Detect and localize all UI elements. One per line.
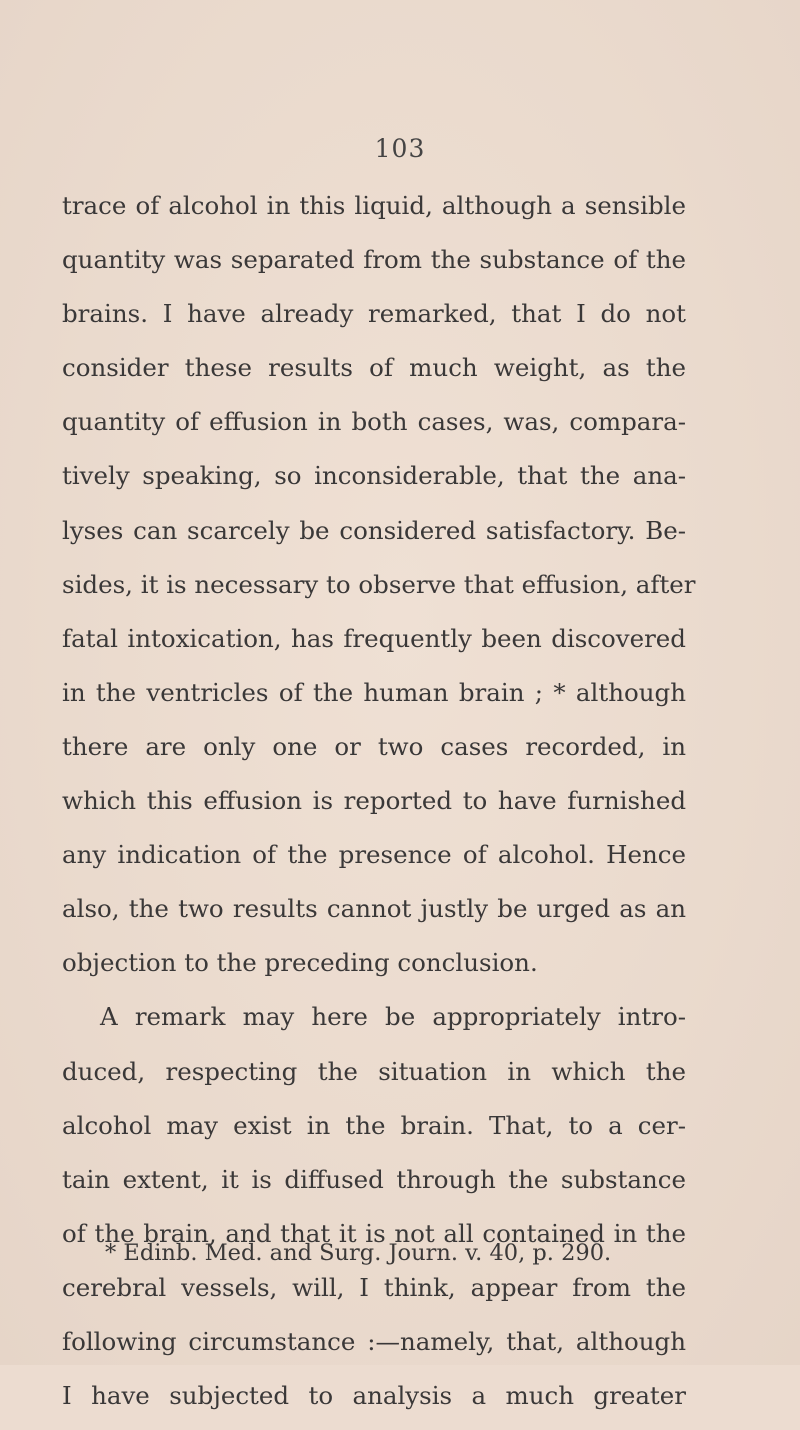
text-line: lyses can scarcely be considered satisfactory. Be-	[62, 515, 686, 545]
text-line: quantity was separated from the substance of the	[62, 245, 686, 275]
text-line: which this effusion is reported to have furnished	[62, 786, 686, 816]
text-line: objection to the preceding conclusion.	[62, 948, 538, 978]
text-line: I have subjected to analysis a much greater	[62, 1381, 686, 1411]
text-line: consider these results of much weight, as the	[62, 353, 686, 383]
text-line: following circumstance :—namely, that, although	[62, 1326, 686, 1356]
page-number: 103	[374, 134, 426, 163]
text-line: alcohol may exist in the brain. That, to a cer-	[62, 1110, 686, 1140]
text-line: there are only one or two cases recorded, in	[62, 731, 686, 761]
text-line: brains. I have already remarked, that I do not	[62, 299, 686, 329]
footnote: * Edinb. Med. and Surg. Journ. v. 40, p. 290.	[105, 1240, 612, 1266]
text-line: cerebral vessels, will, I think, appear from the	[62, 1272, 686, 1302]
text-line: also, the two results cannot justly be urged as an	[62, 894, 686, 924]
paragraph-start-line: A remark may here be appropriately intro-	[100, 1002, 686, 1032]
text-line: in the ventricles of the human brain ; * although	[62, 677, 686, 707]
text-line: tively speaking, so inconsiderable, that the ana-	[62, 461, 686, 491]
text-line: any indication of the presence of alcohol. Hence	[62, 840, 686, 870]
text-line: quantity of effusion in both cases, was, compara-	[62, 407, 686, 437]
text-line: fatal intoxication, has frequently been discovered	[62, 623, 686, 653]
text-line: tain extent, it is diffused through the substance	[62, 1164, 686, 1194]
text-line: sides, it is necessary to observe that effusion, after	[62, 569, 696, 599]
text-line: duced, respecting the situation in which the	[62, 1056, 686, 1086]
text-line: trace of alcohol in this liquid, although a sensible	[62, 191, 686, 220]
text-line: of the brain, and that it is not all contained in the	[62, 1218, 686, 1248]
